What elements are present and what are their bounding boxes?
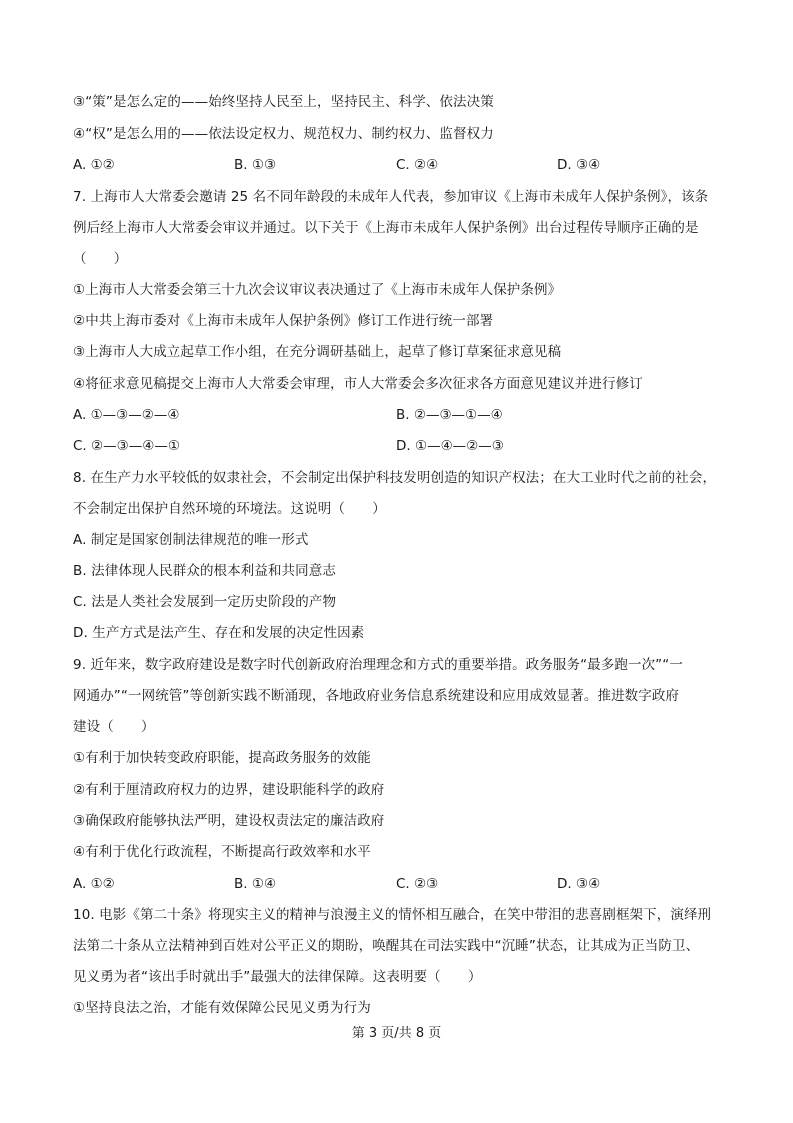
q9-option-d: D. ③④ (557, 876, 601, 892)
q10-item-1: ①坚持良法之治，才能有效保障公民见义勇为行为 (73, 1000, 371, 1016)
q7-item-3: ③上海市人大成立起草工作小组，在充分调研基础上，起草了修订草案征求意见稿 (73, 344, 562, 360)
q9-stem-line-3: 建设（ ） (73, 719, 155, 735)
q8-choice-d: D. 生产方式是法产生、存在和发展的决定性因素 (73, 625, 365, 641)
q8-stem-line-1: 8. 在生产力水平较低的奴隶社会，不会制定出保护科技发明创造的知识产权法；在大工业时代之前的社会， (73, 470, 717, 486)
q8-choice-c: C. 法是人类社会发展到一定历史阶段的产物 (73, 594, 337, 610)
q7-item-1: ①上海市人大常委会第三十九次会议审议表决通过了《上海市未成年人保护条例》 (73, 282, 562, 298)
q7-option-d: D. ①—④—②—③ (396, 438, 504, 454)
q7-stem-line-2: 例后经上海市人大常委会审议并通过。以下关于《上海市未成年人保护条例》出台过程传导顺序正确的是 (73, 220, 699, 236)
q8-choice-b: B. 法律体现人民群众的根本利益和共同意志 (73, 563, 336, 579)
q9-item-4: ④有利于优化行政流程，不断提高行政效率和水平 (73, 844, 371, 860)
q8-stem-line-2: 不会制定出保护自然环境的环境法。这说明（ ） (73, 501, 386, 517)
q6-item-4: ④“权”是怎么用的——依法设定权力、规范权力、制约权力、监督权力 (73, 126, 494, 142)
q9-item-3: ③确保政府能够执法严明，建设权责法定的廉洁政府 (73, 813, 385, 829)
q7-option-c: C. ②—③—④—① (73, 438, 180, 454)
q9-option-b: B. ①④ (234, 876, 277, 892)
q7-item-2: ②中共上海市委对《上海市未成年人保护条例》修订工作进行统一部署 (73, 313, 494, 329)
q9-item-2: ②有利于厘清政府权力的边界，建设职能科学的政府 (73, 782, 385, 798)
page-footer: 第 3 页/共 8 页 (351, 1026, 442, 1041)
q9-stem-line-2: 网通办”“一网统管”等创新实践不断涌现，各地政府业务信息系统建设和应用成效显著。推进数字政府 (73, 688, 680, 704)
q9-option-a: A. ①② (73, 876, 115, 892)
q9-stem-line-1: 9. 近年来，数字政府建设是数字时代创新政府治理理念和方式的重要举措。政务服务“最多跑一次”“一 (73, 657, 683, 673)
q6-option-a: A. ①② (73, 157, 115, 173)
q10-stem-line-1: 10. 电影《第二十条》将现实主义的精神与浪漫主义的情怀相互融合，在笑中带泪的悲喜剧框架下，演绎刑 (73, 907, 712, 923)
q6-item-3: ③“策”是怎么定的——始终坚持人民至上，坚持民主、科学、依法决策 (73, 94, 494, 110)
q8-choice-a: A. 制定是国家创制法律规范的唯一形式 (73, 532, 309, 548)
q6-option-d: D. ③④ (557, 157, 601, 173)
q10-stem-line-2: 法第二十条从立法精神到百姓对公平正义的期盼，唤醒其在司法实践中“沉睡”状态，让其成为正当防卫、 (73, 938, 700, 954)
q10-stem-line-3: 见义勇为者“该出手时就出手”最强大的法律保障。这表明要（ ） (73, 969, 482, 985)
q9-item-1: ①有利于加快转变政府职能，提高政务服务的效能 (73, 750, 371, 766)
q7-option-b: B. ②—③—①—④ (396, 407, 503, 423)
q7-stem-line-3: （ ） (73, 251, 128, 267)
q7-item-4: ④将征求意见稿提交上海市人大常委会审理，市人大常委会多次征求各方面意见建议并进行修订 (73, 376, 643, 392)
q9-option-c: C. ②③ (396, 876, 439, 892)
q6-option-b: B. ①③ (234, 157, 277, 173)
q7-option-a: A. ①—③—②—④ (73, 407, 180, 423)
q6-option-c: C. ②④ (396, 157, 439, 173)
q7-stem-line-1: 7. 上海市人大常委会邀请 25 名不同年龄段的未成年人代表，参加审议《上海市未成年人保护条例》，该条 (73, 189, 709, 205)
